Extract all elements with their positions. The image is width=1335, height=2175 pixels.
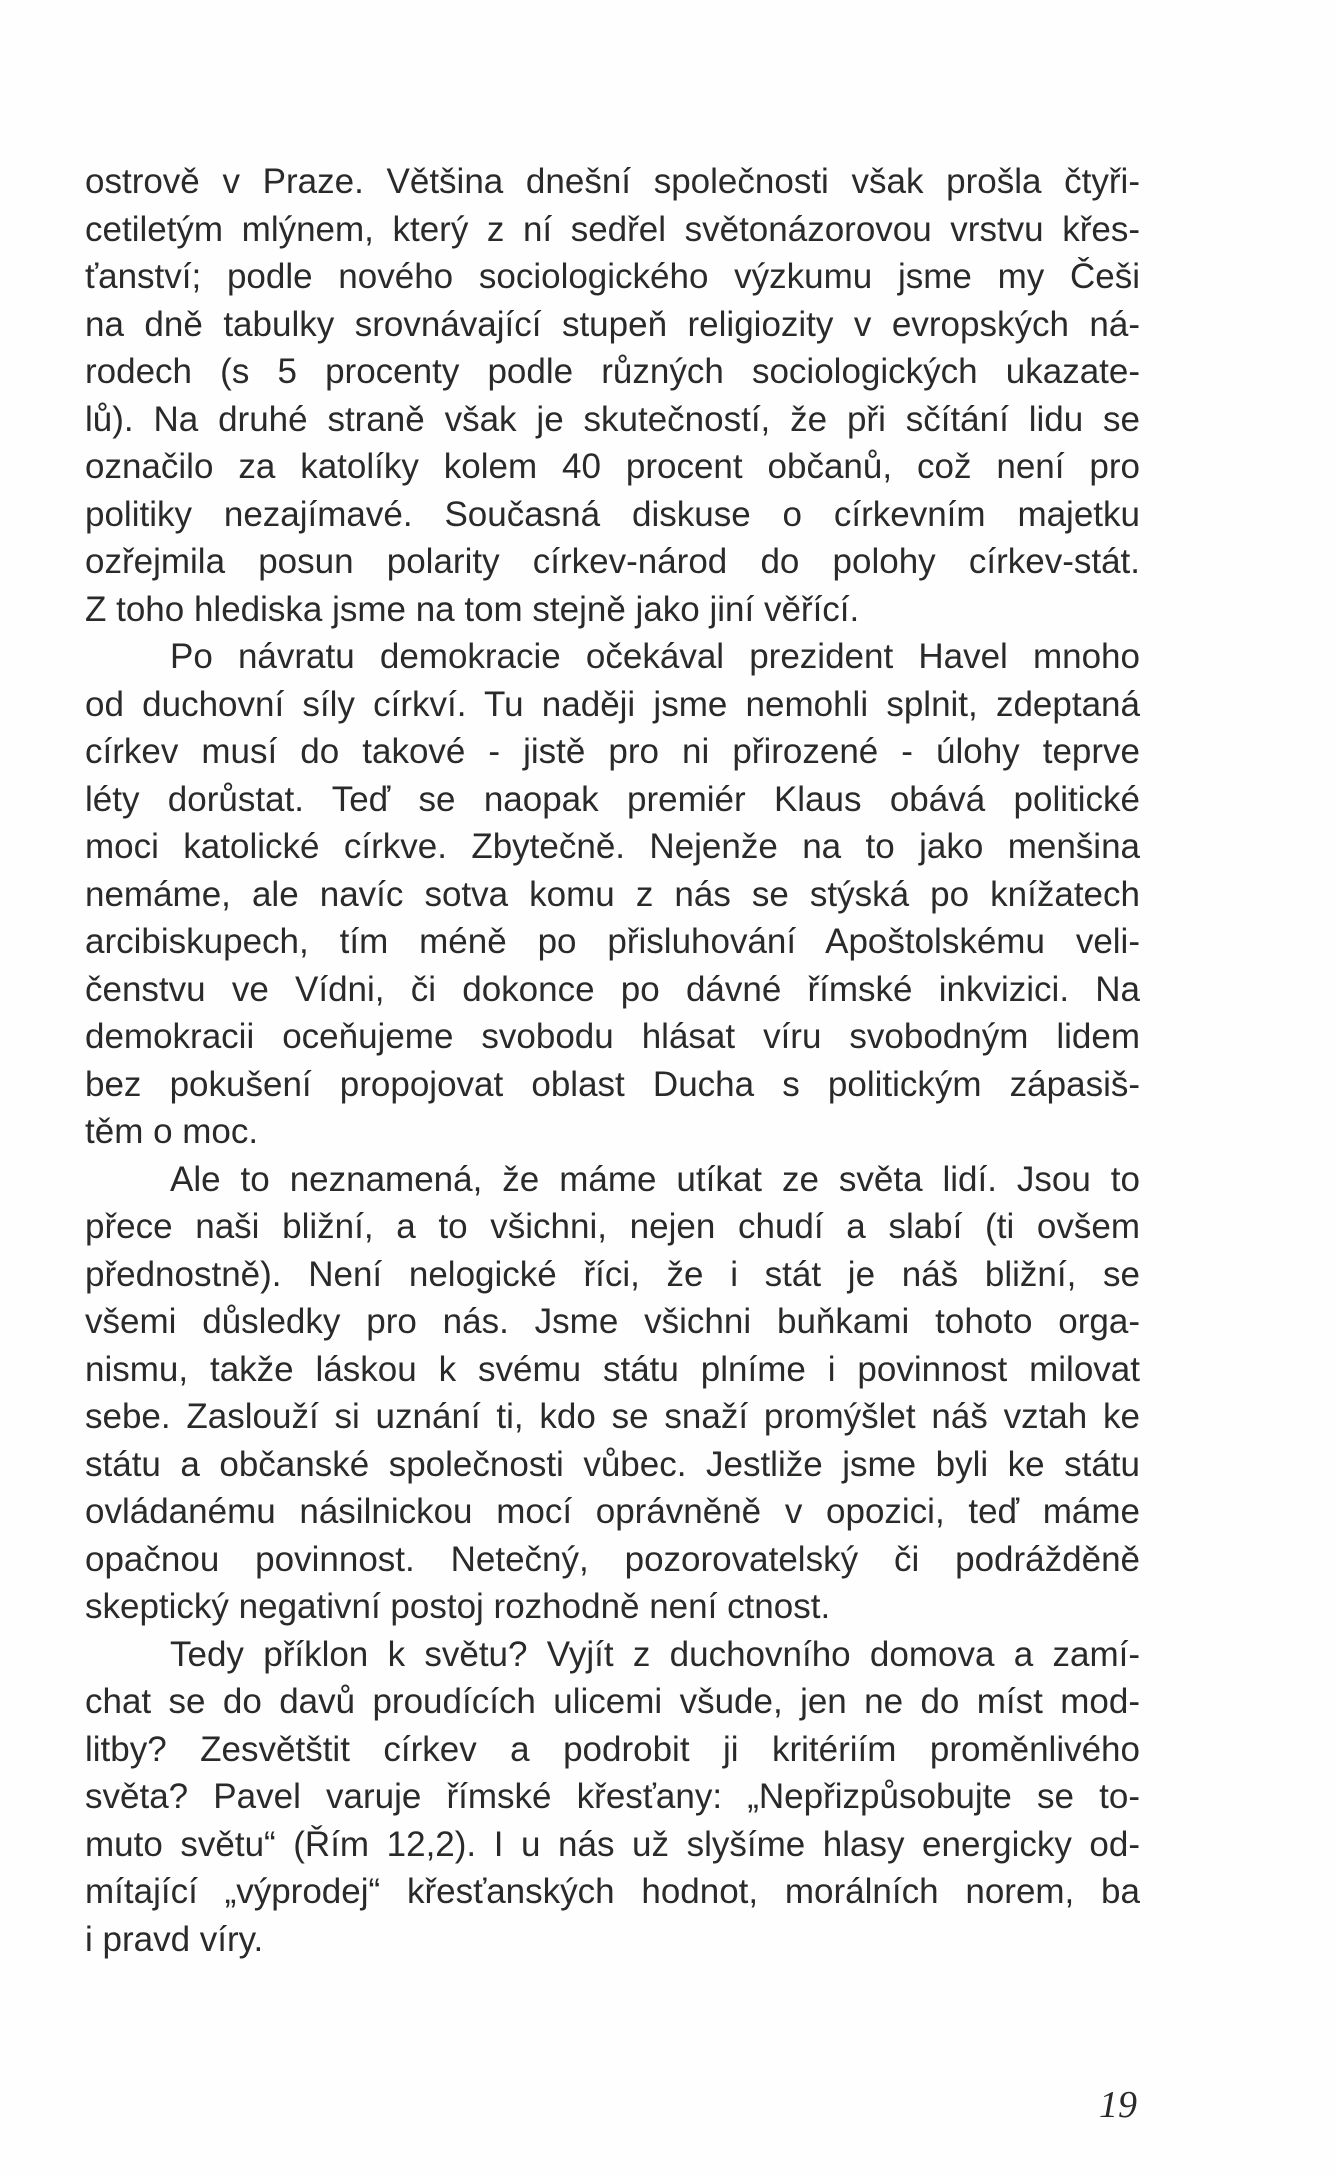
text-line: moci katolické církve. Zbytečně. Nejenže na to jako menšina xyxy=(85,827,1140,866)
text-line: přednostně). Není nelogické říci, že i stát je náš bližní, se xyxy=(85,1254,1140,1294)
text-line: nismu, takže láskou k svému státu plníme i povinnost milovat xyxy=(85,1349,1140,1389)
text-line: bez pokušení propojovat oblast Ducha s politickým zápasiš- xyxy=(85,1064,1140,1104)
text-line: muto světu“ (Řím 12,2). I u nás už slyšíme hlasy energicky od- xyxy=(85,1824,1140,1864)
text-line: lů). Na druhé straně však je skutečností, že při sčítání lidu se xyxy=(85,399,1140,439)
text-line: politiky nezajímavé. Současná diskuse o církevním majetku xyxy=(85,494,1140,534)
text-line: chat se do davů proudících ulicemi všude, jen ne do míst mod- xyxy=(85,1682,1140,1721)
text-line: litby? Zesvětštit církev a podrobit ji kritériím proměnlivého xyxy=(85,1729,1140,1769)
text-line: mítající „výprodej“ křesťanských hodnot, morálních norem, ba xyxy=(85,1872,1140,1911)
page-number: 19 xyxy=(1099,2084,1137,2126)
text-line: rodech (s 5 procenty podle různých sociologických ukazate- xyxy=(85,352,1140,391)
text-line: ostrově v Praze. Většina dnešní společnosti však prošla čtyři- xyxy=(85,162,1140,201)
text-line: ozřejmila posun polarity církev-národ do polohy církev-stát. xyxy=(85,542,1140,581)
text-line: ťanství; podle nového sociologického výzkumu jsme my Češi xyxy=(85,257,1140,296)
text-line: Tedy příklon k světu? Vyjít z duchovního domova a zamí- xyxy=(170,1634,1140,1674)
text-line: opačnou povinnost. Netečný, pozorovatelský či podrážděně xyxy=(85,1539,1140,1579)
text-line: světa? Pavel varuje římské křesťany: „Nepřizpůsobujte se to- xyxy=(85,1777,1140,1816)
text-line: léty dorůstat. Teď se naopak premiér Klaus obává politické xyxy=(85,779,1140,819)
text-line: všemi důsledky pro nás. Jsme všichni buňkami tohoto orga- xyxy=(85,1302,1140,1341)
body-text xyxy=(85,158,1140,1963)
text-line: Z toho hlediska jsme na tom stejně jako jiní věřící. xyxy=(85,589,860,629)
text-line: od duchovní síly církví. Tu naději jsme nemohli splnit, zdeptaná xyxy=(85,684,1140,724)
text-line: demokracii oceňujeme svobodu hlásat víru svobodným lidem xyxy=(85,1017,1140,1056)
text-line: čenstvu ve Vídni, či dokonce po dávné římské inkvizici. Na xyxy=(85,969,1140,1009)
text-line: Ale to neznamená, že máme utíkat ze světa lidí. Jsou to xyxy=(170,1159,1140,1199)
text-line: skeptický negativní postoj rozhodně není ctnost. xyxy=(85,1587,831,1626)
text-line: státu a občanské společnosti vůbec. Jestliže jsme byli ke státu xyxy=(85,1444,1140,1484)
text-line: Po návratu demokracie očekával prezident Havel mnoho xyxy=(170,637,1140,676)
text-line: nemáme, ale navíc sotva komu z nás se stýská po knížatech xyxy=(85,874,1140,914)
text-line: cetiletým mlýnem, který z ní sedřel světonázorovou vrstvu křes- xyxy=(85,209,1140,249)
text-line: sebe. Zaslouží si uznání ti, kdo se snaží promýšlet náš vztah ke xyxy=(85,1397,1140,1436)
text-line: ovládanému násilnickou mocí oprávněně v opozici, teď máme xyxy=(85,1492,1140,1531)
text-line: i pravd víry. xyxy=(85,1919,264,1959)
text-line: arcibiskupech, tím méně po přisluhování Apoštolskému veli- xyxy=(85,922,1140,961)
text-line: církev musí do takové - jistě pro ni přirozené - úlohy teprve xyxy=(85,732,1140,771)
text-line: na dně tabulky srovnávající stupeň religiozity v evropských ná- xyxy=(85,304,1140,344)
text-line: těm o moc. xyxy=(85,1112,259,1151)
text-line: přece naši bližní, a to všichni, nejen chudí a slabí (ti ovšem xyxy=(85,1207,1140,1246)
text-line: označilo za katolíky kolem 40 procent občanů, což není pro xyxy=(85,447,1140,486)
